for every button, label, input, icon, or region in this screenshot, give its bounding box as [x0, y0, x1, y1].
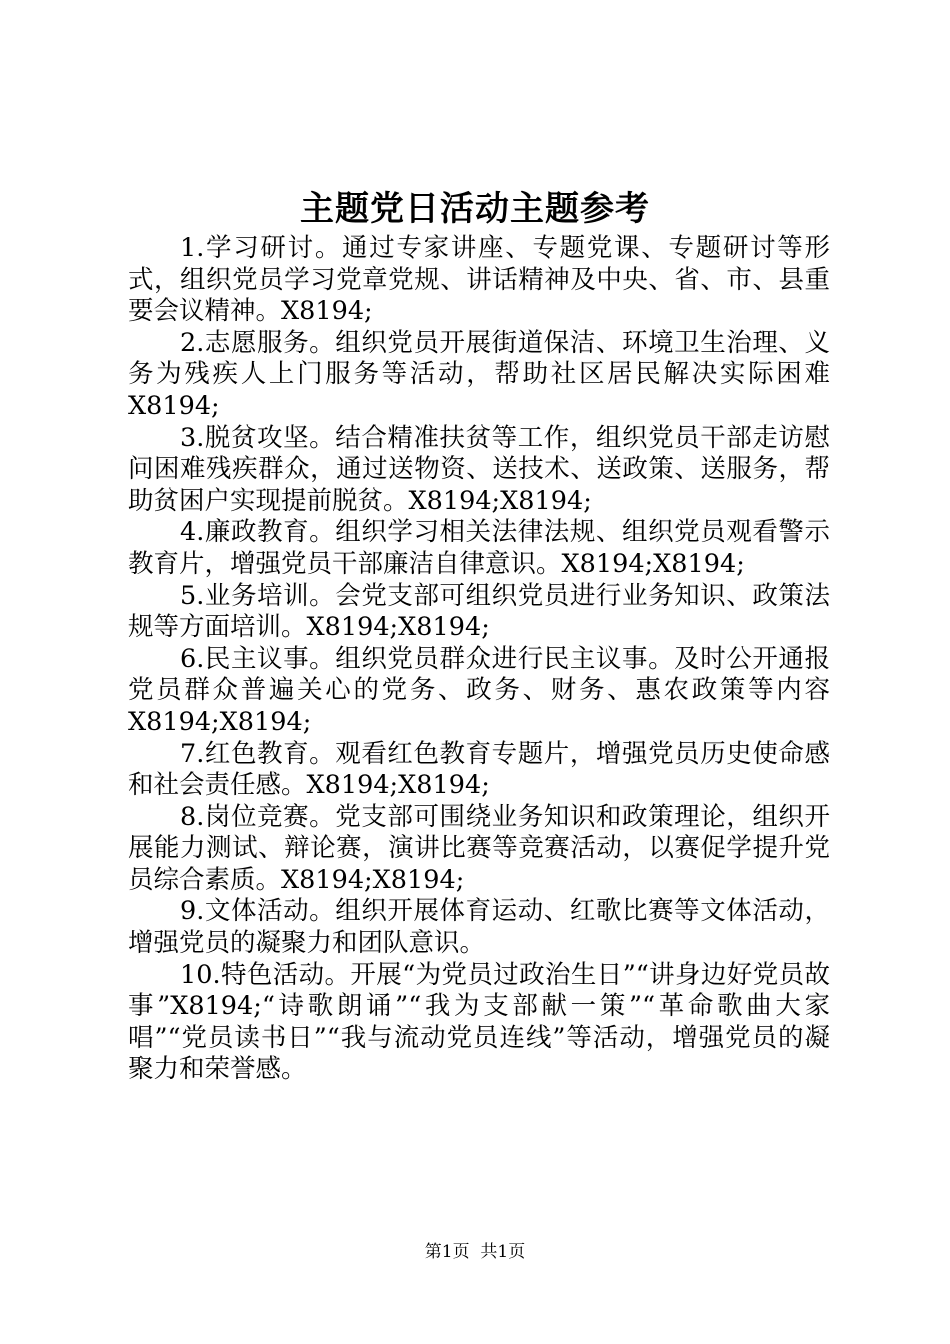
- paragraph-4: 4.廉政教育。组织学习相关法律法规、组织党员观看警示教育片，增强党员干部廉洁自律意识。X8194;X8194;: [128, 517, 830, 579]
- document-body: [128, 233, 830, 1086]
- paragraph-2: 2.志愿服务。组织党员开展街道保洁、环境卫生治理、义务为残疾人上门服务等活动，帮助社区居民解决实际困难X8194;: [128, 327, 830, 421]
- page-footer: [0, 1240, 950, 1264]
- paragraph-8: 8.岗位竞赛。党支部可围绕业务知识和政策理论，组织开展能力测试、辩论赛，演讲比赛等竞赛活动，以赛促学提升党员综合素质。X8194;X8194;: [128, 801, 830, 895]
- page-number: 第1页: [424, 1242, 470, 1262]
- paragraph-5: 5.业务培训。会党支部可组织党员进行业务知识、政策法规等方面培训。X8194;X8194;: [128, 580, 830, 643]
- paragraph-10: 10.特色活动。开展“为党员过政治生日”“讲身边好党员故事”X8194;“诗歌朗诵”“我为支部献一策”“革命歌曲大家唱”“党员读书日”“我与流动党员连线”等活动，增强党员的凝聚力和荣誉感。: [128, 959, 830, 1085]
- paragraph-3: 3.脱贫攻坚。结合精准扶贫等工作，组织党员干部走访慰问困难残疾群众，通过送物资、送技术、送政策、送服务，帮助贫困户实现提前脱贫。X8194;X8194;: [128, 422, 830, 516]
- footer-separator: [470, 1242, 481, 1262]
- paragraph-1: 1.学习研讨。通过专家讲座、专题党课、专题研讨等形式，组织党员学习党章党规、讲话精神及中央、省、市、县重要会议精神。X8194;: [128, 233, 830, 327]
- document-title: 主题党日活动主题参考: [300, 189, 650, 229]
- paragraph-6: 6.民主议事。组织党员群众进行民主议事。及时公开通报党员群众普遍关心的党务、政务、财务、惠农政策等内容X8194;X8194;: [128, 643, 830, 737]
- paragraph-9: 9.文体活动。组织开展体育运动、红歌比赛等文体活动，增强党员的凝聚力和团队意识。: [128, 896, 830, 959]
- paragraph-7: 7.红色教育。观看红色教育专题片，增强党员历史使命感和社会责任感。X8194;X8194;: [128, 738, 830, 801]
- page-total: 共1页: [480, 1242, 526, 1262]
